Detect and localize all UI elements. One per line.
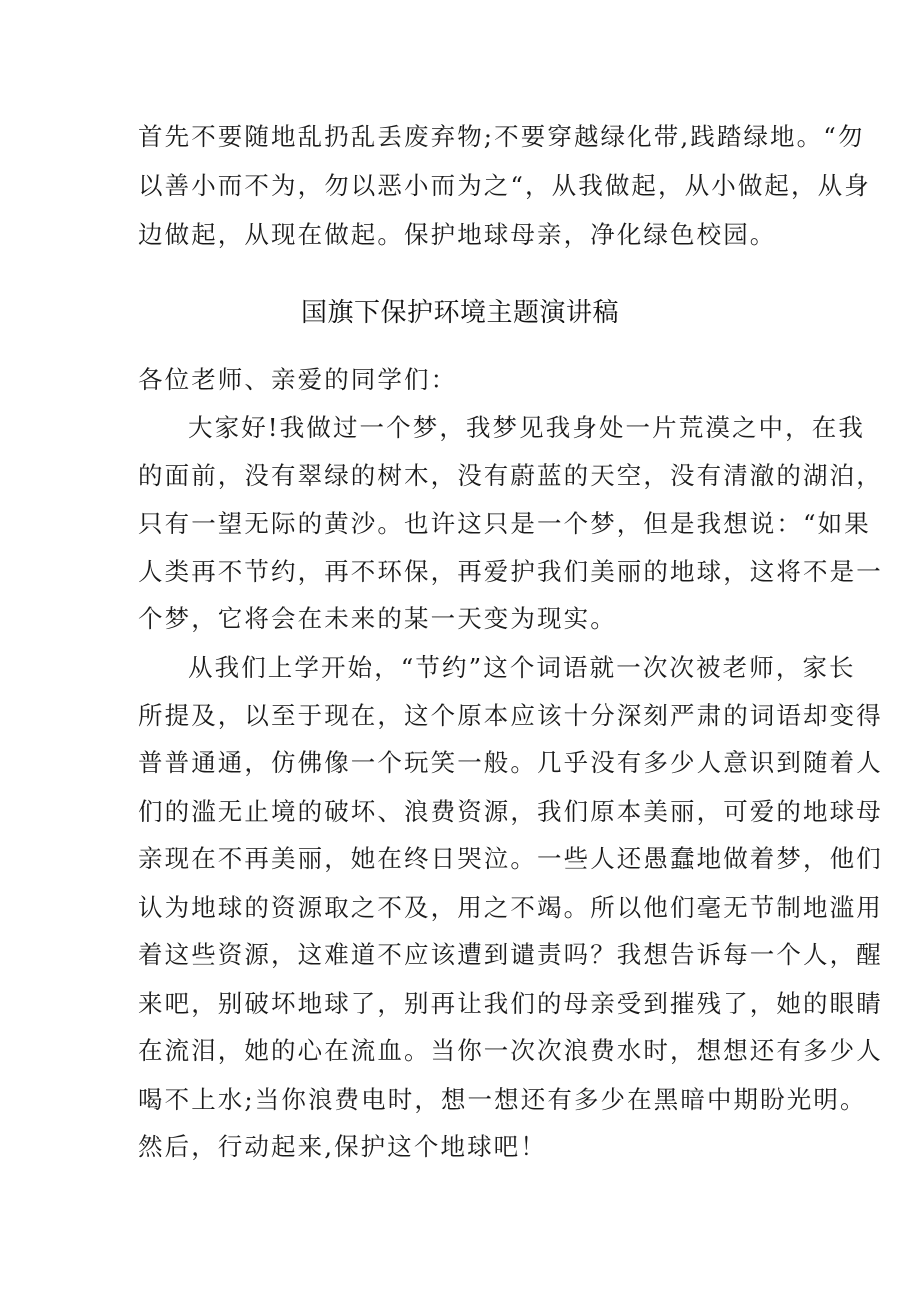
paragraph-1-line-5: 个梦，它将会在未来的某一天变为现实。 — [138, 604, 617, 633]
intro-line-2: 以善小而不为，勿以恶小而为之“，从我做起，从小做起，从身 — [138, 171, 871, 200]
paragraph-2-line-1: 从我们上学开始，“节约”这个词语就一次次被老师，家长 — [188, 653, 856, 682]
intro-line-3: 边做起，从现在做起。保护地球母亲，净化绿色校园。 — [138, 220, 777, 249]
paragraph-2-line-11: 然后，行动起来,保护这个地球吧！ — [138, 1132, 547, 1161]
intro-line-1: 首先不要随地乱扔乱丢废弃物;不要穿越绿化带,践踏绿地。“勿 — [138, 122, 865, 151]
paragraph-2-line-9: 在流泪，她的心在流血。当你一次次浪费水时，想想还有多少人 — [138, 1036, 883, 1065]
salutation: 各位老师、亲爱的同学们： — [138, 365, 458, 394]
paragraph-2-line-5: 亲现在不再美丽，她在终日哭泣。一些人还愚蠢地做着梦，他们 — [138, 844, 883, 873]
paragraph-2-line-6: 认为地球的资源取之不及，用之不竭。所以他们毫无节制地滥用 — [138, 893, 883, 922]
document-title: 国旗下保护环境主题演讲稿 — [300, 298, 619, 328]
paragraph-2-line-3: 普普通通，仿佛像一个玩笑一般。几乎没有多少人意识到随着人 — [138, 748, 883, 777]
paragraph-2-line-10: 喝不上水;当你浪费电时，想一想还有多少在黑暗中期盼光明。 — [138, 1085, 867, 1114]
paragraph-1-line-3: 只有一望无际的黄沙。也许这只是一个梦，但是我想说：“如果 — [138, 509, 871, 538]
paragraph-2-line-2: 所提及，以至于现在，这个原本应该十分深刻严肃的词语却变得 — [138, 701, 883, 730]
paragraph-1-line-2: 的面前，没有翠绿的树木，没有蔚蓝的天空，没有清澈的湖泊， — [138, 461, 883, 490]
paragraph-2-line-4: 们的滥无止境的破坏、浪费资源，我们原本美丽，可爱的地球母 — [138, 797, 883, 826]
paragraph-1-line-1: 大家好!我做过一个梦，我梦见我身处一片荒漠之中，在我 — [188, 413, 865, 442]
paragraph-2-line-8: 来吧，别破坏地球了，别再让我们的母亲受到摧残了，她的眼睛 — [138, 989, 883, 1018]
paragraph-1-line-4: 人类再不节约，再不环保，再爱护我们美丽的地球，这将不是一 — [138, 557, 883, 586]
paragraph-2-line-7: 着这些资源，这难道不应该遭到谴责吗？我想告诉每一个人，醒 — [138, 940, 883, 969]
